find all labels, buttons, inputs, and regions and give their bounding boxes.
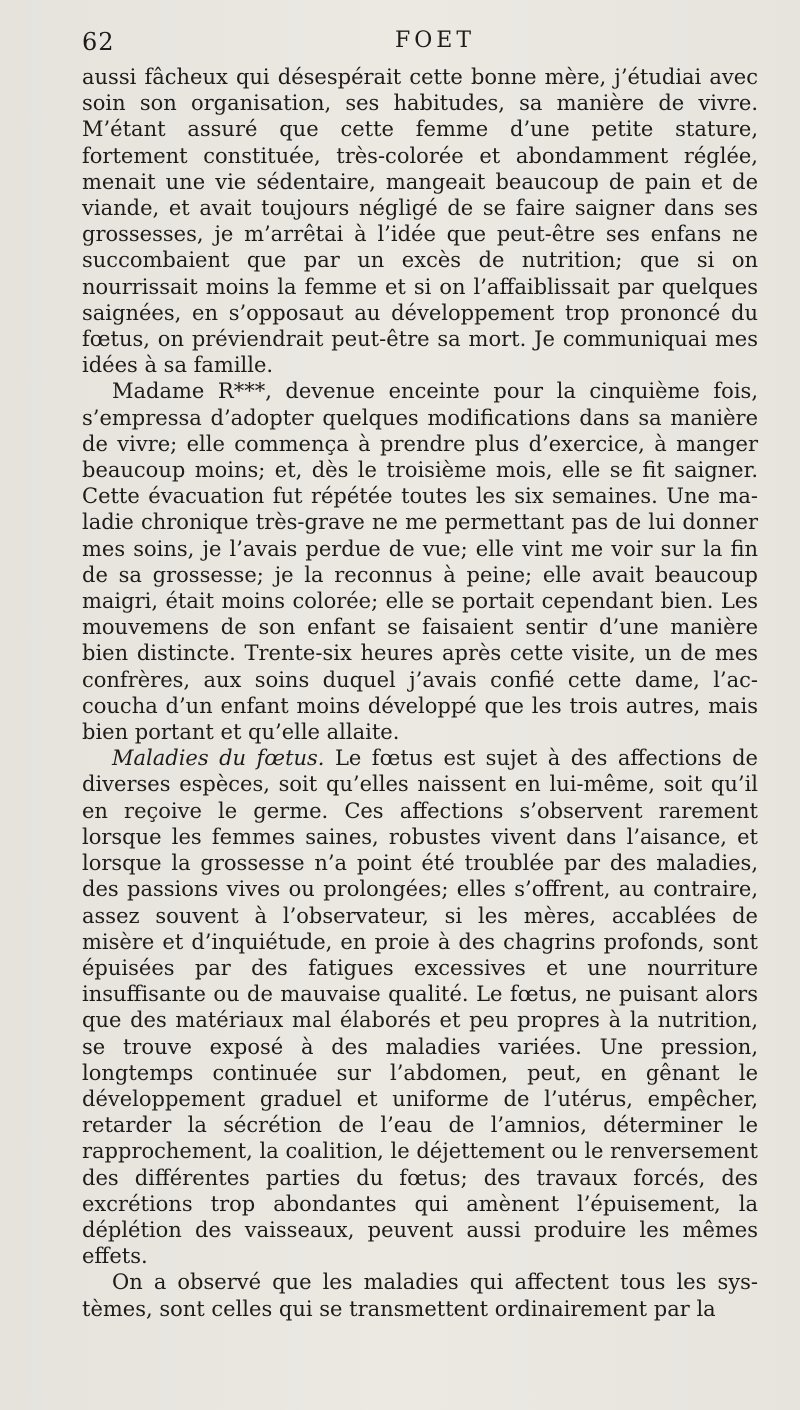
paragraph-text: aussi fâcheux qui désespérait cette bonne mère, j’étudiai avec soin son organisation, ses habitudes, sa manière de vivre. M’étant assuré que cette femme d’une petite stature, fortement constituée, très-colorée et abondamment réglée, menait une vie sédentaire, mangeait beaucoup de pain et de viande, et avait toujours négligé de se faire saigner dans ses grossesses, je m’arrêtai à l’idée que peut-être ses enfans ne succombaient que par un excès de nutrition; que si on nourrissait moins la femme et si on l’affaiblissait par quelques saignées, en s’opposaut au développement trop prononcé du fœtus, on préviendrait peut-être sa mort. Je communiquai mes idées à sa famille. [82, 65, 758, 378]
page-header [82, 28, 758, 62]
paragraph-continuation [82, 64, 758, 378]
body-text [82, 64, 758, 1322]
paragraph-maladies-du-foetus [82, 745, 758, 1269]
paragraph-text: On a observé que les maladies qui affectent tous les systèmes, sont celles qui se transmettent ordinairement par la [82, 1270, 758, 1321]
paragraph-text: Madame R***, devenue enceinte pour la cinquième fois, s’empressa d’adopter quelques modifications dans sa manière de vivre; elle commença à prendre plus d’exercice, à manger beaucoup moins; et, dès le troisième mois, elle se fit saigner. Cette évacuation fut répétée toutes les six semaines. Une maladie chronique très-grave ne me permettant pas de lui donner mes soins, je l’avais perdue de vue; elle vint me voir sur la fin de sa grossesse; je la reconnus à peine; elle avait beaucoup maigri, était moins colorée; elle se portait cependant bien. Les mouvemens de son enfant se faisaient sentir d’une manière bien distincte. Trente-six heures après cette visite, un de mes confrères, aux soins duquel j’avais confié cette dame, l’accoucha d’un enfant moins développé que les trois autres, mais bien portant et qu’elle allaite. [82, 379, 758, 745]
section-lead: Maladies du fœtus. [112, 746, 325, 771]
paragraph-text: Le fœtus est sujet à des affections de diverses espèces, soit qu’elles naissent en lui-même, soit qu’il en reçoive le germe. Ces affections s’observent rarement lorsque les femmes saines, robustes vivent dans l’aisance, et lorsque la grossesse n’a point été troublée par des maladies, des passions vives ou prolongées; elles s’offrent, au contraire, assez souvent à l’observateur, si les mères, accablées de misère et d’inquiétude, en proie à des chagrins profonds, sont épuisées par des fatigues excessives et une nourriture insuffisante ou de mauvaise qualité. Le fœtus, ne puisant alors que des matériaux mal élaborés et peu propres à la nutrition, se trouve exposé à des maladies variées. Une pression, longtemps continuée sur l’abdomen, peut, en gênant le développement graduel et uniforme de l’utérus, empêcher, retarder la sécrétion de l’eau de l’amnios, déterminer le rapprochement, la coalition, le déjettement ou le renversement des différentes parties du fœtus; des travaux forcés, des excrétions trop abondantes qui amènent l’épuisement, la déplétion des vaisseaux, peuvent aussi produire les mêmes effets. [82, 746, 758, 1269]
paragraph-case-report [82, 378, 758, 745]
page-number: 62 [82, 28, 115, 56]
running-head: FOET [394, 28, 476, 53]
paragraph-systemic-maladies [82, 1269, 758, 1321]
